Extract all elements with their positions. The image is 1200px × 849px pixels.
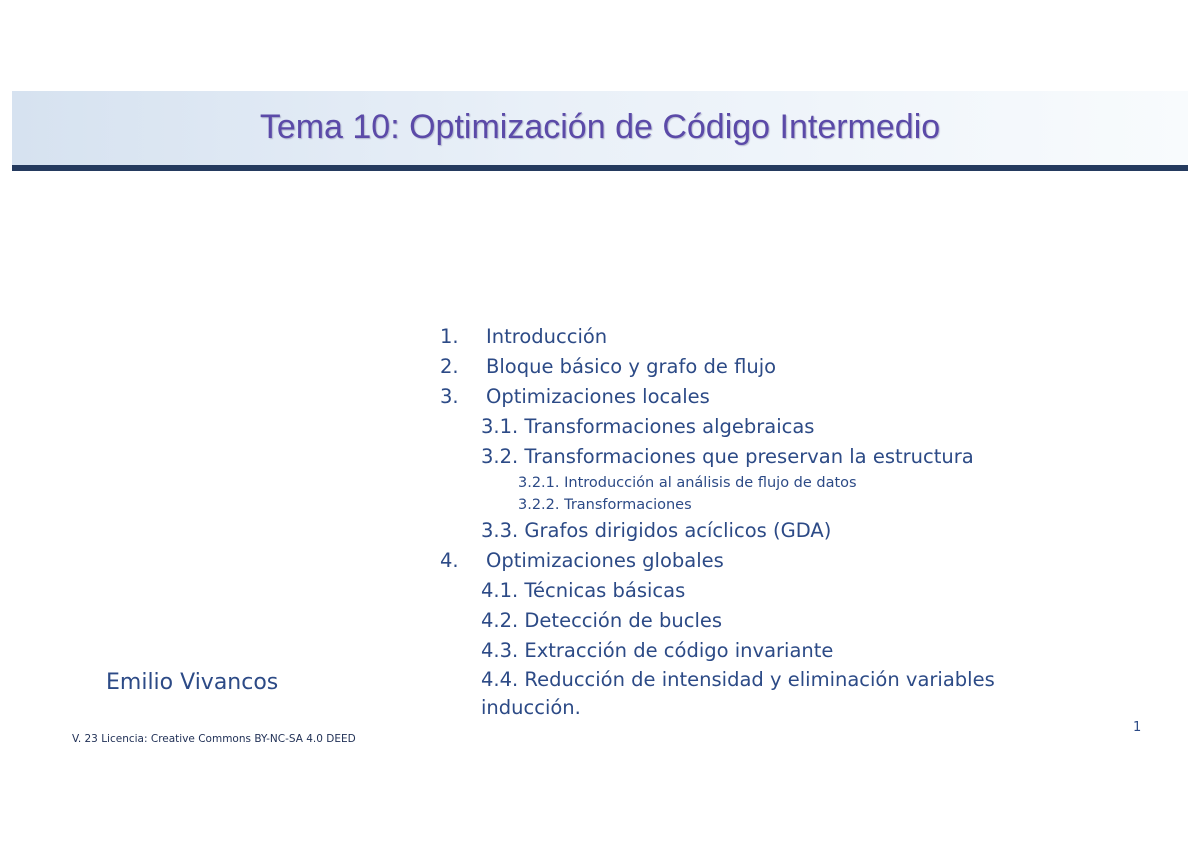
toc-item-3-2-1: 3.2.1. Introducción al análisis de flujo de datos bbox=[518, 475, 857, 491]
toc-item-3-2-2: 3.2.2. Transformaciones bbox=[518, 497, 692, 513]
toc-item-4-4: 4.4. Reducción de intensidad y eliminación variables inducción. bbox=[481, 668, 995, 719]
toc-item-number: 4. bbox=[440, 549, 459, 572]
toc-item-text: Bloque básico y grafo de flujo bbox=[486, 355, 777, 378]
slide-title: Tema 10: Optimización de Código Intermedio bbox=[259, 108, 941, 146]
toc-item-text: Optimizaciones locales bbox=[486, 385, 710, 408]
toc-item-number: 2. bbox=[440, 355, 459, 378]
table-of-contents bbox=[440, 322, 1040, 722]
toc-item-4-1: 4.1. Técnicas básicas bbox=[481, 579, 686, 602]
toc-item-number: 3. bbox=[440, 385, 459, 408]
toc-item-4-2: 4.2. Detección de bucles bbox=[481, 609, 723, 632]
author-name: Emilio Vivancos bbox=[106, 670, 279, 695]
toc-item-4 bbox=[440, 546, 1040, 576]
toc-item-text: Introducción bbox=[486, 325, 608, 348]
toc-item-1 bbox=[440, 322, 1040, 352]
toc-item-3 bbox=[440, 382, 1040, 412]
toc-item-number: 1. bbox=[440, 325, 459, 348]
toc-item-3-2: 3.2. Transformaciones que preservan la estructura bbox=[481, 445, 974, 468]
license-text: V. 23 Licencia: Creative Commons BY-NC-SA 4.0 DEED bbox=[72, 733, 356, 745]
page-number: 1 bbox=[1133, 720, 1142, 735]
toc-item-2 bbox=[440, 352, 1040, 382]
toc-item-4-3: 4.3. Extracción de código invariante bbox=[481, 639, 834, 662]
title-banner bbox=[12, 91, 1188, 171]
toc-item-3-1: 3.1. Transformaciones algebraicas bbox=[481, 415, 815, 438]
toc-item-3-3: 3.3. Grafos dirigidos acíclicos (GDA) bbox=[481, 519, 832, 542]
toc-item-text: Optimizaciones globales bbox=[486, 549, 724, 572]
